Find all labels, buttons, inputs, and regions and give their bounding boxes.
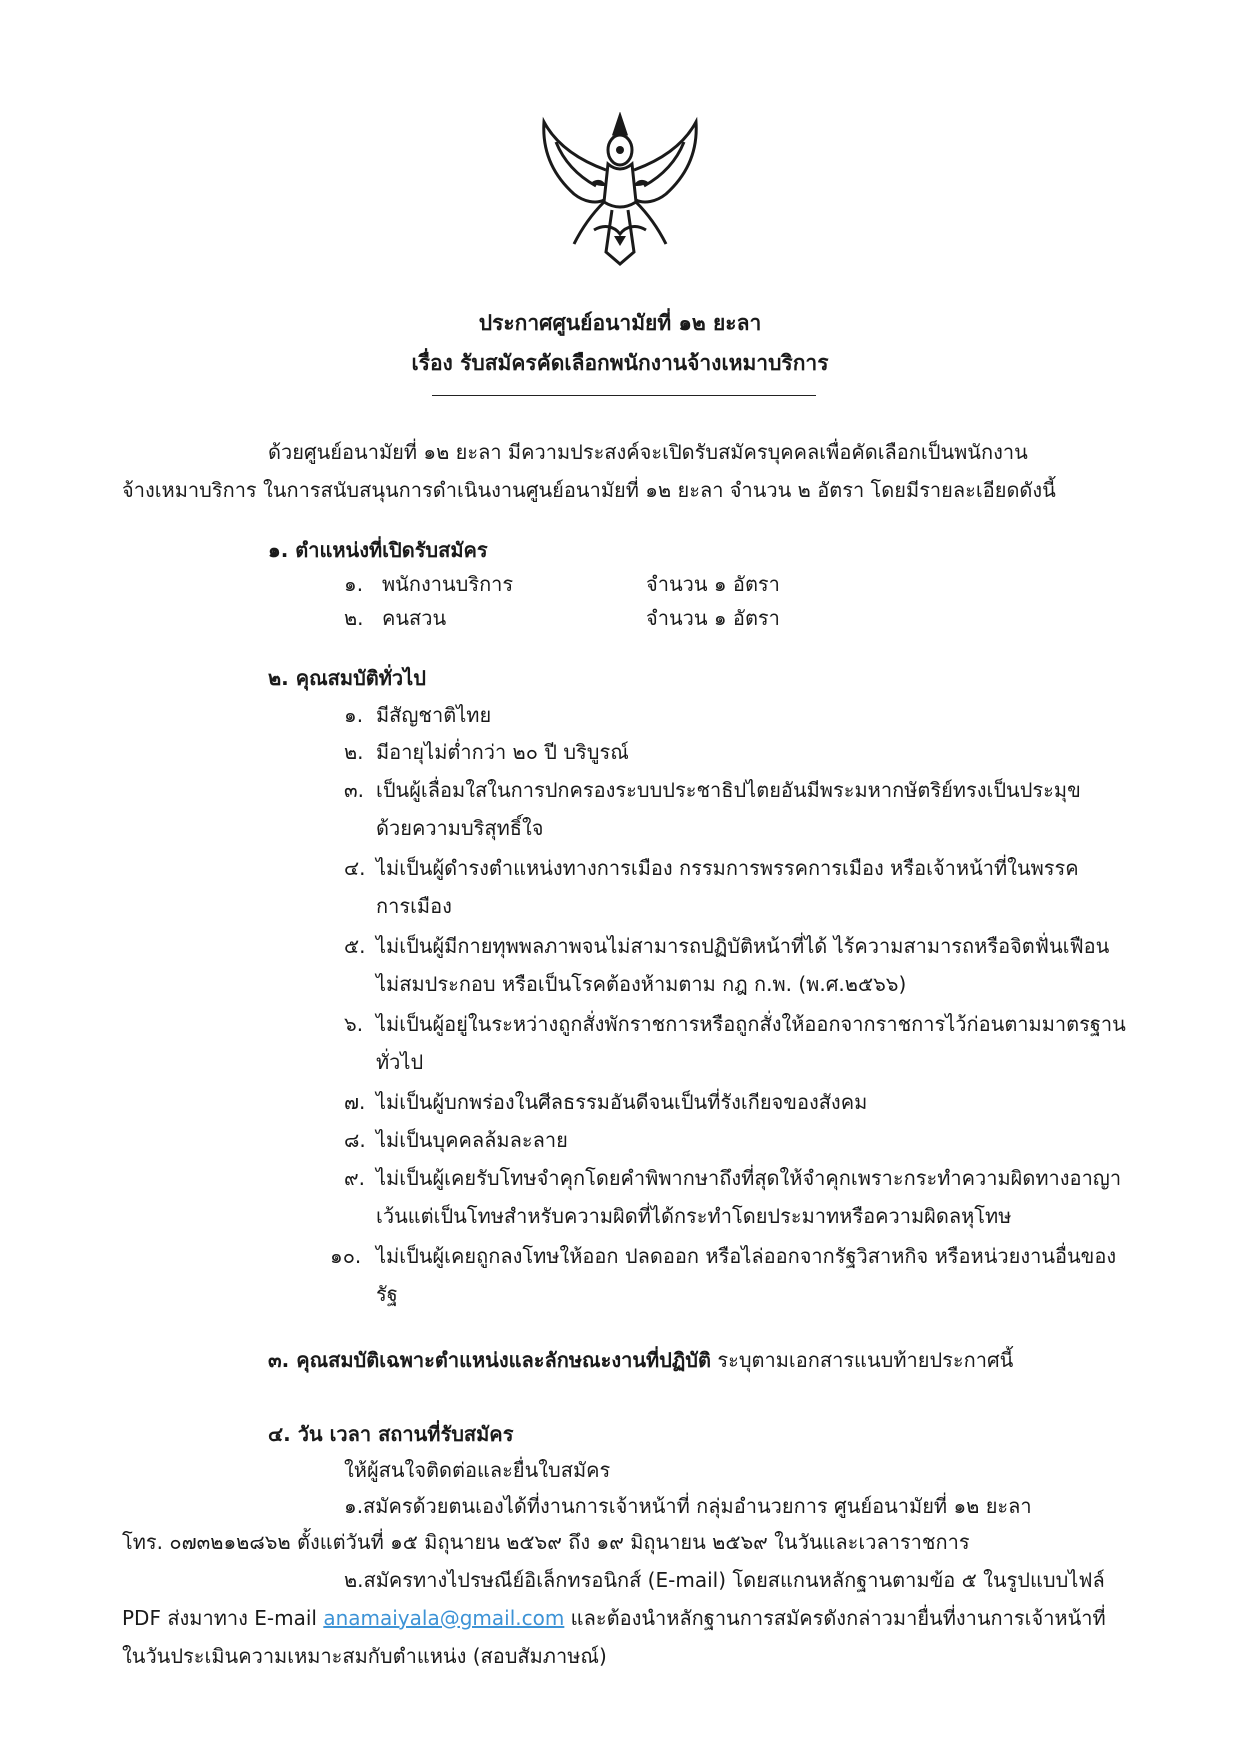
section-2-heading: ๒. คุณสมบัติทั่วไป (268, 666, 426, 690)
intro-line-2: จ้างเหมาบริการ ในการสนับสนุนการดำเนินงานศูนย์อนามัยที่ ๑๒ ยะลา จำนวน ๒ อัตรา โดยมีรายละเอียดดังนี้ (122, 478, 1056, 502)
position-1-count: จำนวน ๑ อัตรา (646, 572, 780, 596)
position-2-count: จำนวน ๑ อัตรา (646, 606, 780, 630)
intro-line-1: ด้วยศูนย์อนามัยที่ ๑๒ ยะลา มีความประสงค์จะเปิดรับสมัครบุคคลเพื่อคัดเลือกเป็นพนักงาน (268, 440, 1028, 464)
apply-email-line-2 (122, 1604, 1106, 1632)
section-4-lead: ให้ผู้สนใจติดต่อและยื่นใบสมัคร (344, 1458, 611, 1482)
qualification-2-number: ๒. (344, 740, 364, 764)
title-divider (432, 395, 816, 396)
qualification-9-number: ๙. (344, 1166, 366, 1190)
qualification-4-text-cont: การเมือง (376, 894, 452, 918)
qualification-6-text: ไม่เป็นผู้อยู่ในระหว่างถูกสั่งพักราชการหรือถูกสั่งให้ออกจากราชการไว้ก่อนตามมาตรฐาน (376, 1012, 1126, 1036)
qualification-6-number: ๖. (344, 1012, 364, 1036)
section-4-heading: ๔. วัน เวลา สถานที่รับสมัคร (268, 1422, 514, 1446)
position-1-name: พนักงานบริการ (382, 572, 514, 596)
qualification-1-text: มีสัญชาติไทย (376, 703, 492, 727)
email-link[interactable]: anamaiyala@gmail.com (323, 1606, 565, 1630)
position-1-number: ๑. (344, 572, 364, 596)
position-2-name: คนสวน (382, 606, 447, 630)
qualification-5-text: ไม่เป็นผู้มีกายทุพพลภาพจนไม่สามารถปฏิบัติหน้าที่ได้ ไร้ความสามารถหรือจิตฟั่นเฟือน (376, 934, 1110, 958)
qualification-7-number: ๗. (344, 1090, 366, 1114)
section-3-text: ระบุตามเอกสารแนบท้ายประกาศนี้ (710, 1348, 1014, 1372)
garuda-emblem-icon (534, 112, 706, 272)
qualification-1-number: ๑. (344, 703, 364, 727)
page-subject: เรื่อง รับสมัครคัดเลือกพนักงานจ้างเหมาบริการ (411, 351, 829, 375)
apply-email-suffix: และต้องนำหลักฐานการสมัครดังกล่าวมายื่นที่งานการเจ้าหน้าที่ (564, 1606, 1106, 1630)
qualification-4-text: ไม่เป็นผู้ดำรงตำแหน่งทางการเมือง กรรมการพรรคการเมือง หรือเจ้าหน้าที่ในพรรค (376, 856, 1079, 880)
qualification-8-text: ไม่เป็นบุคคลล้มละลาย (376, 1128, 568, 1152)
qualification-5-number: ๕. (344, 934, 366, 958)
apply-email-line-1: ๒.สมัครทางไปรษณีย์อิเล็กทรอนิกส์ (E-mail) โดยสแกนหลักฐานตามข้อ ๕ ในรูปแบบไฟล์ (344, 1568, 1105, 1592)
qualification-5-text-cont: ไม่สมประกอบ หรือเป็นโรคต้องห้ามตาม กฎ ก.พ. (พ.ศ.๒๕๖๖) (376, 972, 907, 996)
section-3-heading: ๓. คุณสมบัติเฉพาะตำแหน่งและลักษณะงานที่ปฏิบัติ (268, 1348, 711, 1372)
apply-email-prefix: PDF ส่งมาทาง E-mail (122, 1606, 324, 1630)
qualification-10-number: ๑๐. (330, 1244, 362, 1268)
qualification-6-text-cont: ทั่วไป (376, 1050, 424, 1074)
qualification-9-text: ไม่เป็นผู้เคยรับโทษจำคุกโดยคำพิพากษาถึงที่สุดให้จำคุกเพราะกระทำความผิดทางอาญา (376, 1166, 1122, 1190)
section-3-line (268, 1346, 1013, 1374)
qualification-4-number: ๔. (344, 856, 366, 880)
qualification-9-text-cont: เว้นแต่เป็นโทษสำหรับความผิดที่ได้กระทำโดยประมาทหรือความผิดลหุโทษ (376, 1204, 1012, 1228)
qualification-10-text: ไม่เป็นผู้เคยถูกลงโทษให้ออก ปลดออก หรือไล่ออกจากรัฐวิสาหกิจ หรือหน่วยงานอื่นของ (376, 1244, 1117, 1268)
qualification-7-text: ไม่เป็นผู้บกพร่องในศีลธรรมอันดีจนเป็นที่รังเกียจของสังคม (376, 1090, 868, 1114)
qualification-2-text: มีอายุไม่ต่ำกว่า ๒๐ ปี บริบูรณ์ (376, 740, 629, 764)
qualification-3-text: เป็นผู้เลื่อมใสในการปกครองระบบประชาธิปไตยอันมีพระมหากษัตริย์ทรงเป็นประมุข (376, 778, 1081, 802)
qualification-3-number: ๓. (344, 778, 365, 802)
apply-in-person-line-2: โทร. ๐๗๓๒๑๒๘๖๒ ตั้งแต่วันที่ ๑๕ มิถุนายน ๒๕๖๙ ถึง ๑๙ มิถุนายน ๒๕๖๙ ในวันและเวลาราชการ (122, 1530, 970, 1554)
qualification-10-text-cont: รัฐ (376, 1282, 398, 1306)
position-2-number: ๒. (344, 606, 364, 630)
qualification-3-text-cont: ด้วยความบริสุทธิ์ใจ (376, 816, 544, 840)
apply-email-line-3: ในวันประเมินความเหมาะสมกับตำแหน่ง (สอบสัมภาษณ์) (122, 1644, 607, 1668)
page-title: ประกาศศูนย์อนามัยที่ ๑๒ ยะลา (478, 311, 762, 335)
qualification-8-number: ๘. (344, 1128, 366, 1152)
section-1-heading: ๑. ตำแหน่งที่เปิดรับสมัคร (268, 538, 488, 562)
apply-in-person-line-1: ๑.สมัครด้วยตนเองได้ที่งานการเจ้าหน้าที่ กลุ่มอำนวยการ ศูนย์อนามัยที่ ๑๒ ยะลา (344, 1494, 1032, 1518)
